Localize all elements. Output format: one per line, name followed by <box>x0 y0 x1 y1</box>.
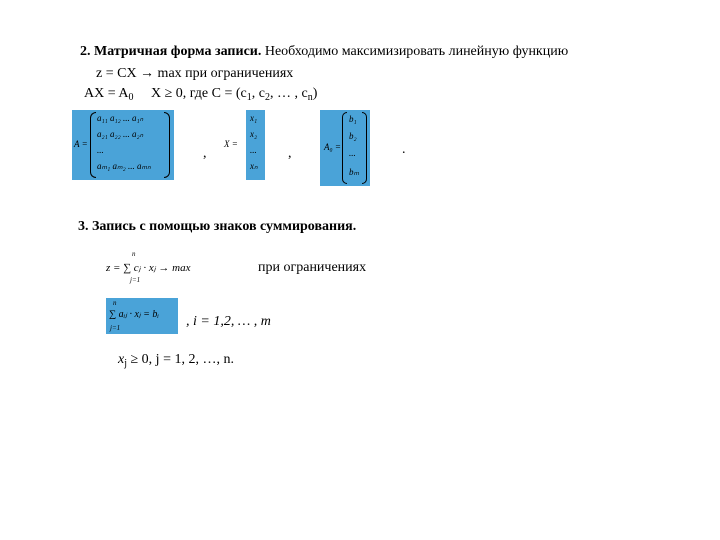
sum-lower-limit: j=1 <box>130 276 141 284</box>
matrix-a0-label: A₀ = <box>324 142 341 152</box>
matrix-x-row: x₁ <box>250 113 258 123</box>
sum-upper-limit: n <box>113 299 117 307</box>
matrix-a-label: A = <box>74 139 88 149</box>
constraints-label: при ограничениях <box>258 260 367 275</box>
period: . <box>402 142 406 157</box>
constraints-line-matrix: AX = $A_0$ X ≥ 0, где $C = (c_1$, $c_2$, … , $c_n$) <box>84 86 318 103</box>
matrix-a-formula <box>72 110 174 180</box>
objective-sum-expression: z = ∑ cⱼ · xⱼ → max <box>106 262 191 274</box>
matrix-a0-left-paren <box>342 112 347 184</box>
sum-lower-limit: j=1 <box>110 324 121 332</box>
objective-line-matrix: z = CX → max при ограничениях <box>96 66 294 81</box>
sum-upper-limit: n <box>132 250 136 258</box>
matrix-a0-row: bₘ <box>349 167 360 177</box>
comma-separator: , <box>288 146 292 161</box>
matrix-x-row: xₙ <box>250 161 258 171</box>
matrix-x-formula <box>224 110 265 180</box>
matrix-a-row: ... <box>97 145 104 155</box>
matrix-a-right-paren <box>164 112 170 178</box>
matrix-a0-row: b₁ <box>349 114 357 124</box>
section2-heading-bold: 2. Матричная форма записи. <box>80 44 262 59</box>
matrix-a0-right-paren <box>362 112 367 184</box>
matrix-a0-formula <box>320 110 370 186</box>
objective-sum-formula <box>104 250 210 286</box>
matrix-a0-row: ... <box>349 148 356 158</box>
section2-heading-rest: Необходимо максимизировать линейную функцию <box>261 44 569 59</box>
section2-heading <box>80 44 568 60</box>
constraint-sum-expression: ∑ aᵢⱼ · xⱼ = bᵢ <box>109 309 159 320</box>
matrix-a-row: aₘ₁ aₘ₂ ... aₘₙ <box>97 161 151 171</box>
matrix-x-row: ... <box>250 145 257 155</box>
comma-separator: , <box>203 146 207 161</box>
constraint-sum-formula <box>106 298 178 334</box>
matrix-a-row: a₁₁ a₁₂ ... a₁ₙ <box>97 113 144 123</box>
matrix-a-row: a₂₁ a₂₂ ... a₂ₙ <box>97 129 144 139</box>
matrix-a0-row: b₂ <box>349 131 357 141</box>
matrix-x-row: x₂ <box>250 129 258 139</box>
constraint-index-range: , i = 1,2, … , m <box>186 314 271 329</box>
section3-heading: 3. Запись с помощью знаков суммирования. <box>78 219 357 234</box>
matrix-a-left-paren <box>90 112 96 178</box>
nonnegativity-line: $x_j \ge 0$, j = 1, 2, …, n. <box>118 352 234 369</box>
matrix-x-label: X = <box>224 139 238 149</box>
